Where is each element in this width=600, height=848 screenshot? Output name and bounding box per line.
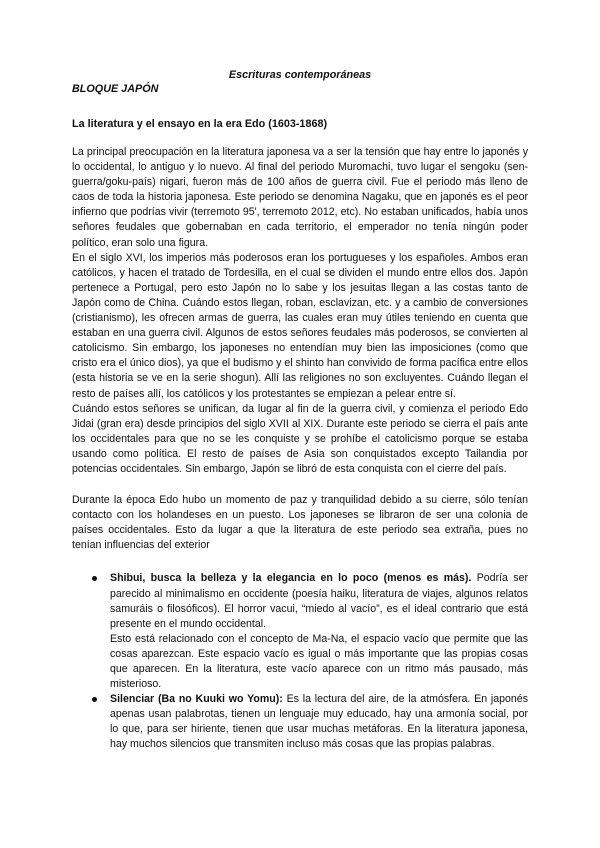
course-title: Escrituras contemporáneas (228, 69, 372, 81)
features-list (72, 571, 528, 752)
list-item-shibui (110, 571, 528, 692)
document-body (72, 145, 528, 753)
paragraph-siglo-xvi: En el siglo XVI, los imperios más poderosos eran los portugueses y los españoles. Ambos eran católicos, y hacen el tratado de Tordesilla, en el cual se dividen el mundo entre ellos dos. Japón pertenece a Portugal, pero esto Japón no lo sabe y los jesuitas llegan a las costas tanto de Japón como de China. Cuándo estos llegan, roban, esclavizan, etc. y a cambio de conversiones (cristianismo), les ofrecen armas de guerra, las cuales eran muy útiles teniendo en cuenta que estaban en una guerra civil. Algunos de estos señores feudales más poderosos, se convierten al catolicismo. Sin embargo, los japoneses no entendían muy bien las imposiciones (como que cristo era el único dios), ya que el budismo y el shinto han convivido de forma pacífica entre ellos (esta historia se ve en la serie shogun). Allí las religiones no son excluyentes. Cuándo llegan el resto de países allí, los católicos y los protestantes se empiezan a pelear entre sí. (72, 251, 528, 400)
paragraph-epoca-edo: Durante la época Edo hubo un momento de paz y tranquilidad debido a su cierre, sólo tenían contacto con los holandeses en un puesto. Los japoneses se libraron de ser una colonia de países occidentales. Esto da lugar a que la literatura de este periodo sea extraña, pues no tenían influencias del exterior (72, 494, 528, 552)
paragraph-spacer (72, 477, 528, 493)
list-item-text: Es la lectura del aire, de la atmósfera. En japonés apenas usan palabrotas, tienen un lenguaje muy educado, hay una armonía social, por lo que, para ser hiriente, tienen que usar muchas metáforas. En la literatura japonesa, hay muchos silencios que transmiten incluso más cosas que las propias palabras. (110, 693, 528, 751)
paragraph-intro: La principal preocupación en la literatura japonesa va a ser la tensión que hay entre lo japonés y lo occidental, lo antiguo y lo nuevo. Al final del periodo Muromachi, tuvo lugar el sengoku (sen-guerra/goku-país) nigari, fueron más de 100 años de guerra civil. Fue el periodo más lleno de caos de toda la historia japonesa. Este periodo se denomina Nagaku, que en japonés es el peor infierno que podrías vivir (terremoto 95', terremoto 2012, etc). No estaban unificados, había unos señores feudales que gobernaban en cada territorio, el emperador no tenía ningún poder político, eran solo una figura. (72, 146, 528, 249)
section-heading: La literatura y el ensayo en la era Edo (1603-1868) (72, 118, 328, 130)
bullet-icon (92, 697, 97, 702)
list-item-lead: Silenciar (Ba no Kuuki wo Yomu): (110, 693, 283, 706)
bullet-icon (92, 576, 97, 581)
list-item-lead: Shibui, busca la belleza y la elegancia en lo poco (menos es más). (110, 572, 472, 585)
list-item-extra: Esto está relacionado con el concepto de Ma-Na, el espacio vacío que permite que las cosas aparezcan. Este espacio vacío es igual o más importante que las propias cosas que aparecen. En la literatura, este vacío aparece con un ritmo más pausado, más misterioso. (110, 632, 528, 691)
list-item-silenciar (110, 692, 528, 752)
block-title: BLOQUE JAPÓN (72, 83, 159, 95)
paragraph-edo-jidai: Cuándo estos señores se unifican, da lugar al fin de la guerra civil, y comienza el periodo Edo Jidai (gran era) desde principios del siglo XVII al XIX. Durante este periodo se cierra el país ante los occidentales para que no se les conquiste y se prohíbe el catolicismo porque se estaba usando como política. El resto de países de Asia son conquistados excepto Tailandia por potencias occidentales. Sin embargo, Japón se libró de esta conquista con el cierre del país. (72, 402, 528, 475)
list-item-text: Podría ser parecido al minimalismo en occidente (poesía haiku, literatura de viajes, algunos relatos samuráis o filosóficos). El horror vacui, “miedo al vacío”, es el ideal contrario que está presente en el mundo occidental. (110, 572, 528, 630)
